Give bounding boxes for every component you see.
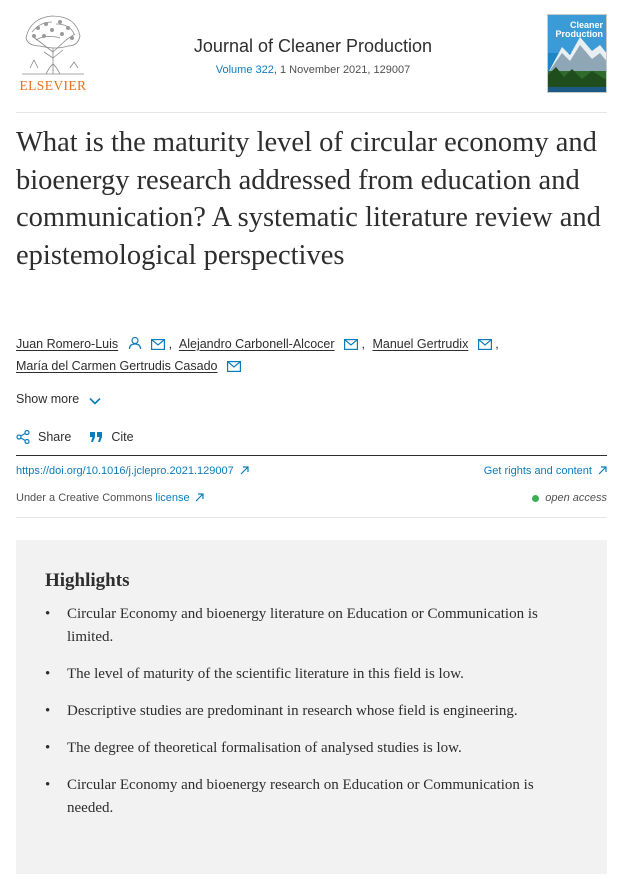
header-divider — [16, 112, 607, 113]
external-link-icon — [240, 466, 249, 475]
article-actions — [16, 430, 134, 444]
email-icon[interactable] — [344, 339, 358, 350]
doi-link[interactable]: https://doi.org/10.1016/j.jclepro.2021.129007 — [16, 465, 249, 477]
author-list — [16, 333, 611, 377]
cite-button[interactable] — [89, 430, 133, 444]
highlights-box — [16, 540, 607, 874]
list-item: • Descriptive studies are predominant in research whose field is engineering. — [45, 700, 575, 723]
meta-divider — [16, 455, 607, 456]
list-item: • Circular Economy and bioenergy research on Education or Communication is needed. — [45, 774, 575, 820]
author-separator: , — [361, 337, 365, 351]
license-link[interactable]: license — [155, 492, 190, 504]
rights-link[interactable]: Get rights and content — [484, 465, 607, 477]
author-link[interactable]: Alejandro Carbonell-Alcocer — [178, 337, 335, 351]
journal-info — [110, 36, 516, 76]
bullet: • — [45, 777, 51, 793]
share-label: Share — [38, 430, 72, 444]
bullet: • — [45, 666, 51, 682]
open-access-badge: open access — [532, 492, 607, 504]
show-more-button[interactable] — [16, 392, 101, 406]
author-entry — [16, 337, 179, 351]
volume-date: , 1 November 2021, 129007 — [273, 64, 411, 76]
tree-logo-icon — [16, 12, 90, 76]
author-link[interactable]: María del Carmen Gertrudis Casado — [16, 359, 218, 373]
article-title: What is the maturity level of circular economy and bioenergy research addressed from education and communication? A systematic literature review and epistemological perspectives — [16, 127, 601, 271]
list-item: • Circular Economy and bioenergy literature on Education or Communication is limited. — [45, 603, 575, 649]
author-entry — [372, 337, 502, 351]
elsevier-logo[interactable] — [16, 12, 90, 94]
highlights-title: Highlights — [45, 570, 130, 591]
email-icon[interactable] — [478, 339, 492, 350]
list-item: • The level of maturity of the scientific literature in this field is low. — [45, 663, 575, 686]
email-icon[interactable] — [151, 339, 165, 350]
bullet: • — [45, 703, 51, 719]
quote-icon — [89, 431, 103, 443]
external-link-icon — [195, 493, 204, 502]
show-more-label: Show more — [16, 392, 80, 406]
person-icon[interactable] — [128, 336, 142, 350]
bullet: • — [45, 606, 51, 622]
email-icon[interactable] — [227, 361, 241, 372]
publisher-name: ELSEVIER — [19, 78, 87, 93]
journal-cover-image[interactable] — [547, 14, 607, 93]
journal-title[interactable]: Journal of Cleaner Production — [193, 36, 433, 56]
open-access-dot-icon — [532, 495, 539, 502]
journal-volume — [110, 64, 516, 76]
article-header — [0, 0, 625, 112]
share-icon — [16, 430, 30, 444]
volume-link[interactable]: Volume 322 — [215, 64, 274, 76]
author-separator: , — [168, 337, 173, 351]
section-divider — [16, 517, 607, 518]
license-note: Under a Creative Commons license — [16, 492, 204, 504]
cover-title: Cleaner Production — [555, 20, 603, 39]
external-link-icon — [598, 466, 607, 475]
list-item: • The degree of theoretical formalisation of analysed studies is low. — [45, 737, 575, 760]
highlights-list — [45, 603, 575, 834]
share-button[interactable] — [16, 430, 71, 444]
author-entry — [179, 337, 373, 351]
author-entry — [16, 359, 241, 373]
author-link[interactable]: Manuel Gertrudix — [372, 337, 469, 351]
author-separator: , — [495, 337, 499, 351]
chevron-down-icon — [89, 397, 101, 405]
bullet: • — [45, 740, 51, 756]
author-link[interactable]: Juan Romero-Luis — [16, 337, 119, 351]
cite-label: Cite — [111, 430, 134, 444]
